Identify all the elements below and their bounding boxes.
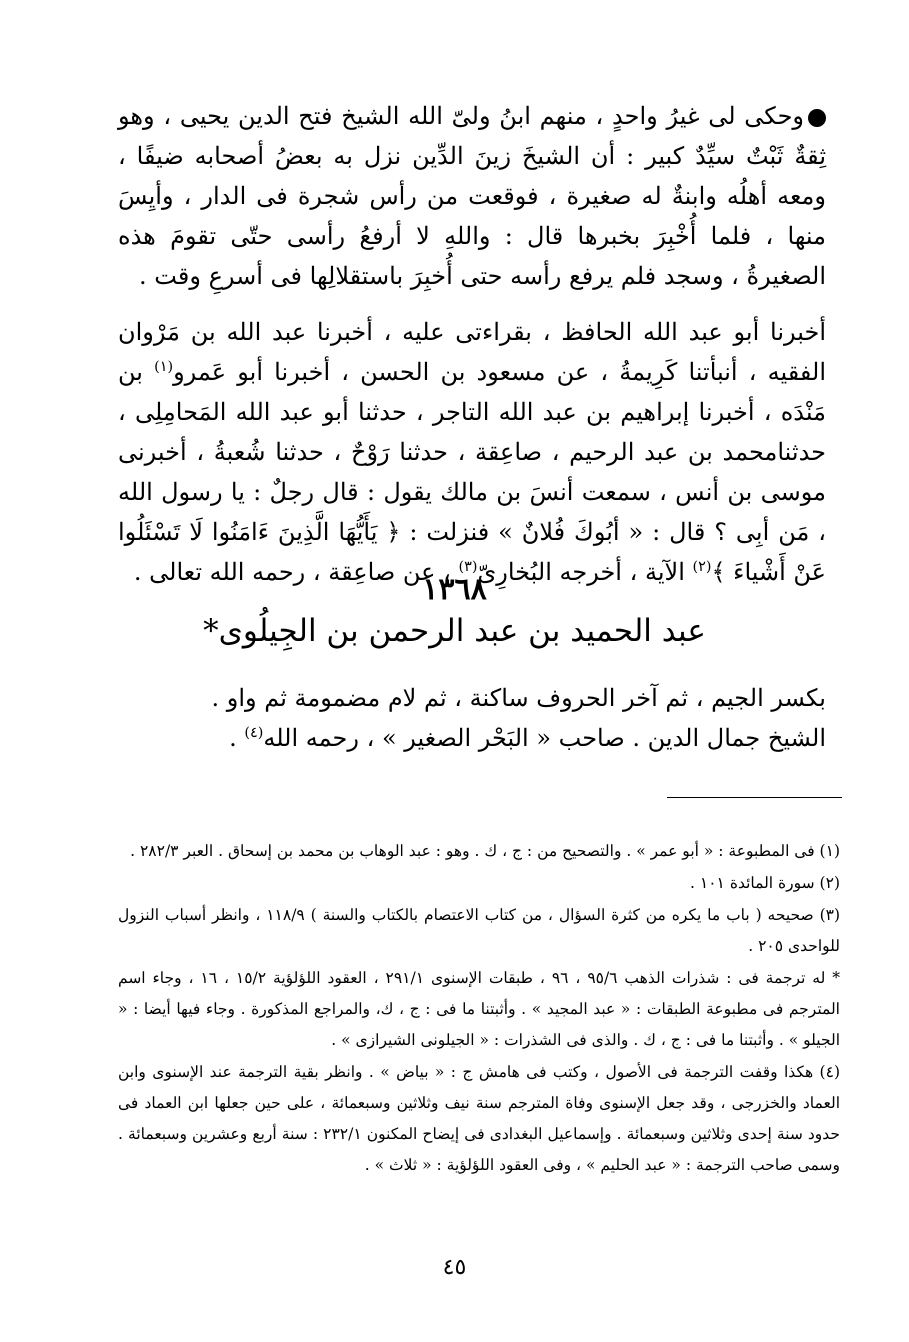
bullet-icon — [808, 109, 826, 127]
footnote-separator — [667, 797, 842, 798]
entry-description — [118, 720, 826, 756]
entry-pronunciation-note: بكسر الجيم ، ثم آخر الحروف ساكنة ، ثم لام مضمومة ثم واو . — [211, 684, 826, 712]
footnote-3: (٣) صحيحه ( باب ما يكره من كثرة السؤال ، من كتاب الاعتصام بالكتاب والسنة ) ١١٨/٩ ، وانظر أسباب النزول للواحدى ٢٠٥ . — [118, 906, 841, 955]
anecdote-paragraph — [118, 96, 826, 296]
page-number: ٤٥ — [442, 1255, 467, 1280]
footnote-1: (١) فى المطبوعة : « أبو عمر » . والتصحيح من : ج ، ك . وهو : عبد الوهاب بن محمد بن إسحاق . العبر ٢٨٢/٣ . — [130, 842, 840, 860]
footnote-ref-1: (١) — [154, 359, 174, 375]
hadith-text-part4: ، عن صاعِقة ، رحمه الله تعالى . — [133, 558, 459, 586]
hadith-text-part1: أخبرنا أبو عبد الله الحافظ ، بقراءتى عليه ، أخبرنا عبد الله بن مَرْوان الفقيه ، أنبأتنا كَرِيمةُ ، عن مسعود بن الحسن ، أخبرنا أبو عَمرو — [118, 318, 826, 386]
footnote-star: * له ترجمة فى : شذرات الذهب ٩٥/٦ ، ٩٦ ، طبقات الإسنوى ٢٩١/١ ، العقود اللؤلؤية ١٥/٢ ، ١٦ ، وجاء اسم المترجم فى مطبوعة الطبقات : « عبد المجيد » . وأثبتنا ما فى : ج ، ك، والمراجع المذكورة . وجاء فيها أيضا : « الجيلو » . وأثبتنا ما فى : ج ، ك . والذى فى الشذرات : « الجيلونى الشيرازى » . — [118, 969, 840, 1049]
entry-description-text: الشيخ جمال الدين . صاحب « البَحْر الصغير » ، رحمه الله — [263, 724, 826, 752]
footnote-ref-4: (٤) — [244, 725, 264, 741]
footnote-ref-2: (٢) — [692, 559, 712, 575]
footnotes — [118, 836, 840, 1182]
footnote-4: (٤) هكذا وقفت الترجمة فى الأصول ، وكتب فى هامش ج : « بياض » . وانظر بقية الترجمة عند الإسنوى وابن العماد والخزرجى ، وقد جعل الإسنوى وفاة المترجم سنة نيف وثلاثين وسبعمائة ، على حين جعلها ابن العماد فى حدود سنة إحدى وثلاثين وسبعمائة . وإسماعيل البغدادى فى إيضاح المكنون ٢٣٢/١ : سنة أربع وعشرين وسبعمائة . وسمى صاحب الترجمة : « عبد الحليم » ، وفى العقود اللؤلؤية : « ثلاث » . — [118, 1063, 840, 1174]
anecdote-text: وحكى لى غيرُ واحدٍ ، منهم ابنُ ولىّ الله الشيخ فتح الدين يحيى ، وهو ثِقةٌ ثَبْتٌ سيِّدٌ كبير : أن الشيخَ زينَ الدِّين نزل به بعضُ أصحابه ضيفًا ، ومعه أهلُه وابنةٌ له صغيرة ، فوقعت من رأس شجرة فى الدار ، وأيِسَ منها ، فلما أُخْبِرَ بخبرها قال : واللهِ لا أرفعُ رأسى حتّى تقومَ هذه الصغيرةُ ، وسجد فلم يرفع رأسه حتى أُخبِرَ باستقلالِها فى أسرعِ وقت . — [118, 102, 826, 290]
entry-description-end: . — [229, 724, 245, 752]
footnote-ref-3: (٣) — [458, 559, 478, 575]
entry-title: عبد الحميد بن عبد الرحمن بن الجِيلُوى* — [203, 613, 706, 649]
footnote-2: (٢) سورة المائدة ١٠١ . — [690, 874, 840, 892]
entry-number: ١٣٦٨ — [422, 572, 487, 607]
hadith-text-part2: بن مَنْدَه ، أخبرنا إبراهيم بن عبد الله التاجر ، حدثنا أبو عبد الله المَحامِلِى ، حدثنامحمد بن عبد الرحيم ، صاعِقة ، حدثنا رَوْحٌ ، حدثنا شُعبةُ ، أخبرنى موسى بن أنس ، سمعت أنسَ بن مالك يقول : قال رجلٌ : يا رسول الله ، مَن أبِى ؟ قال : « أبُوكَ فُلانٌ » فنزلت : ﴿ يَأَيُّهَا الَّذِينَ ءَامَنُوا لَا تَسْئَلُوا عَنْ أَشْياءَ ﴾ — [118, 358, 826, 586]
hadith-text-part3: الآية ، أخرجه البُخارِىّ — [477, 558, 693, 586]
hadith-paragraph — [118, 312, 826, 592]
